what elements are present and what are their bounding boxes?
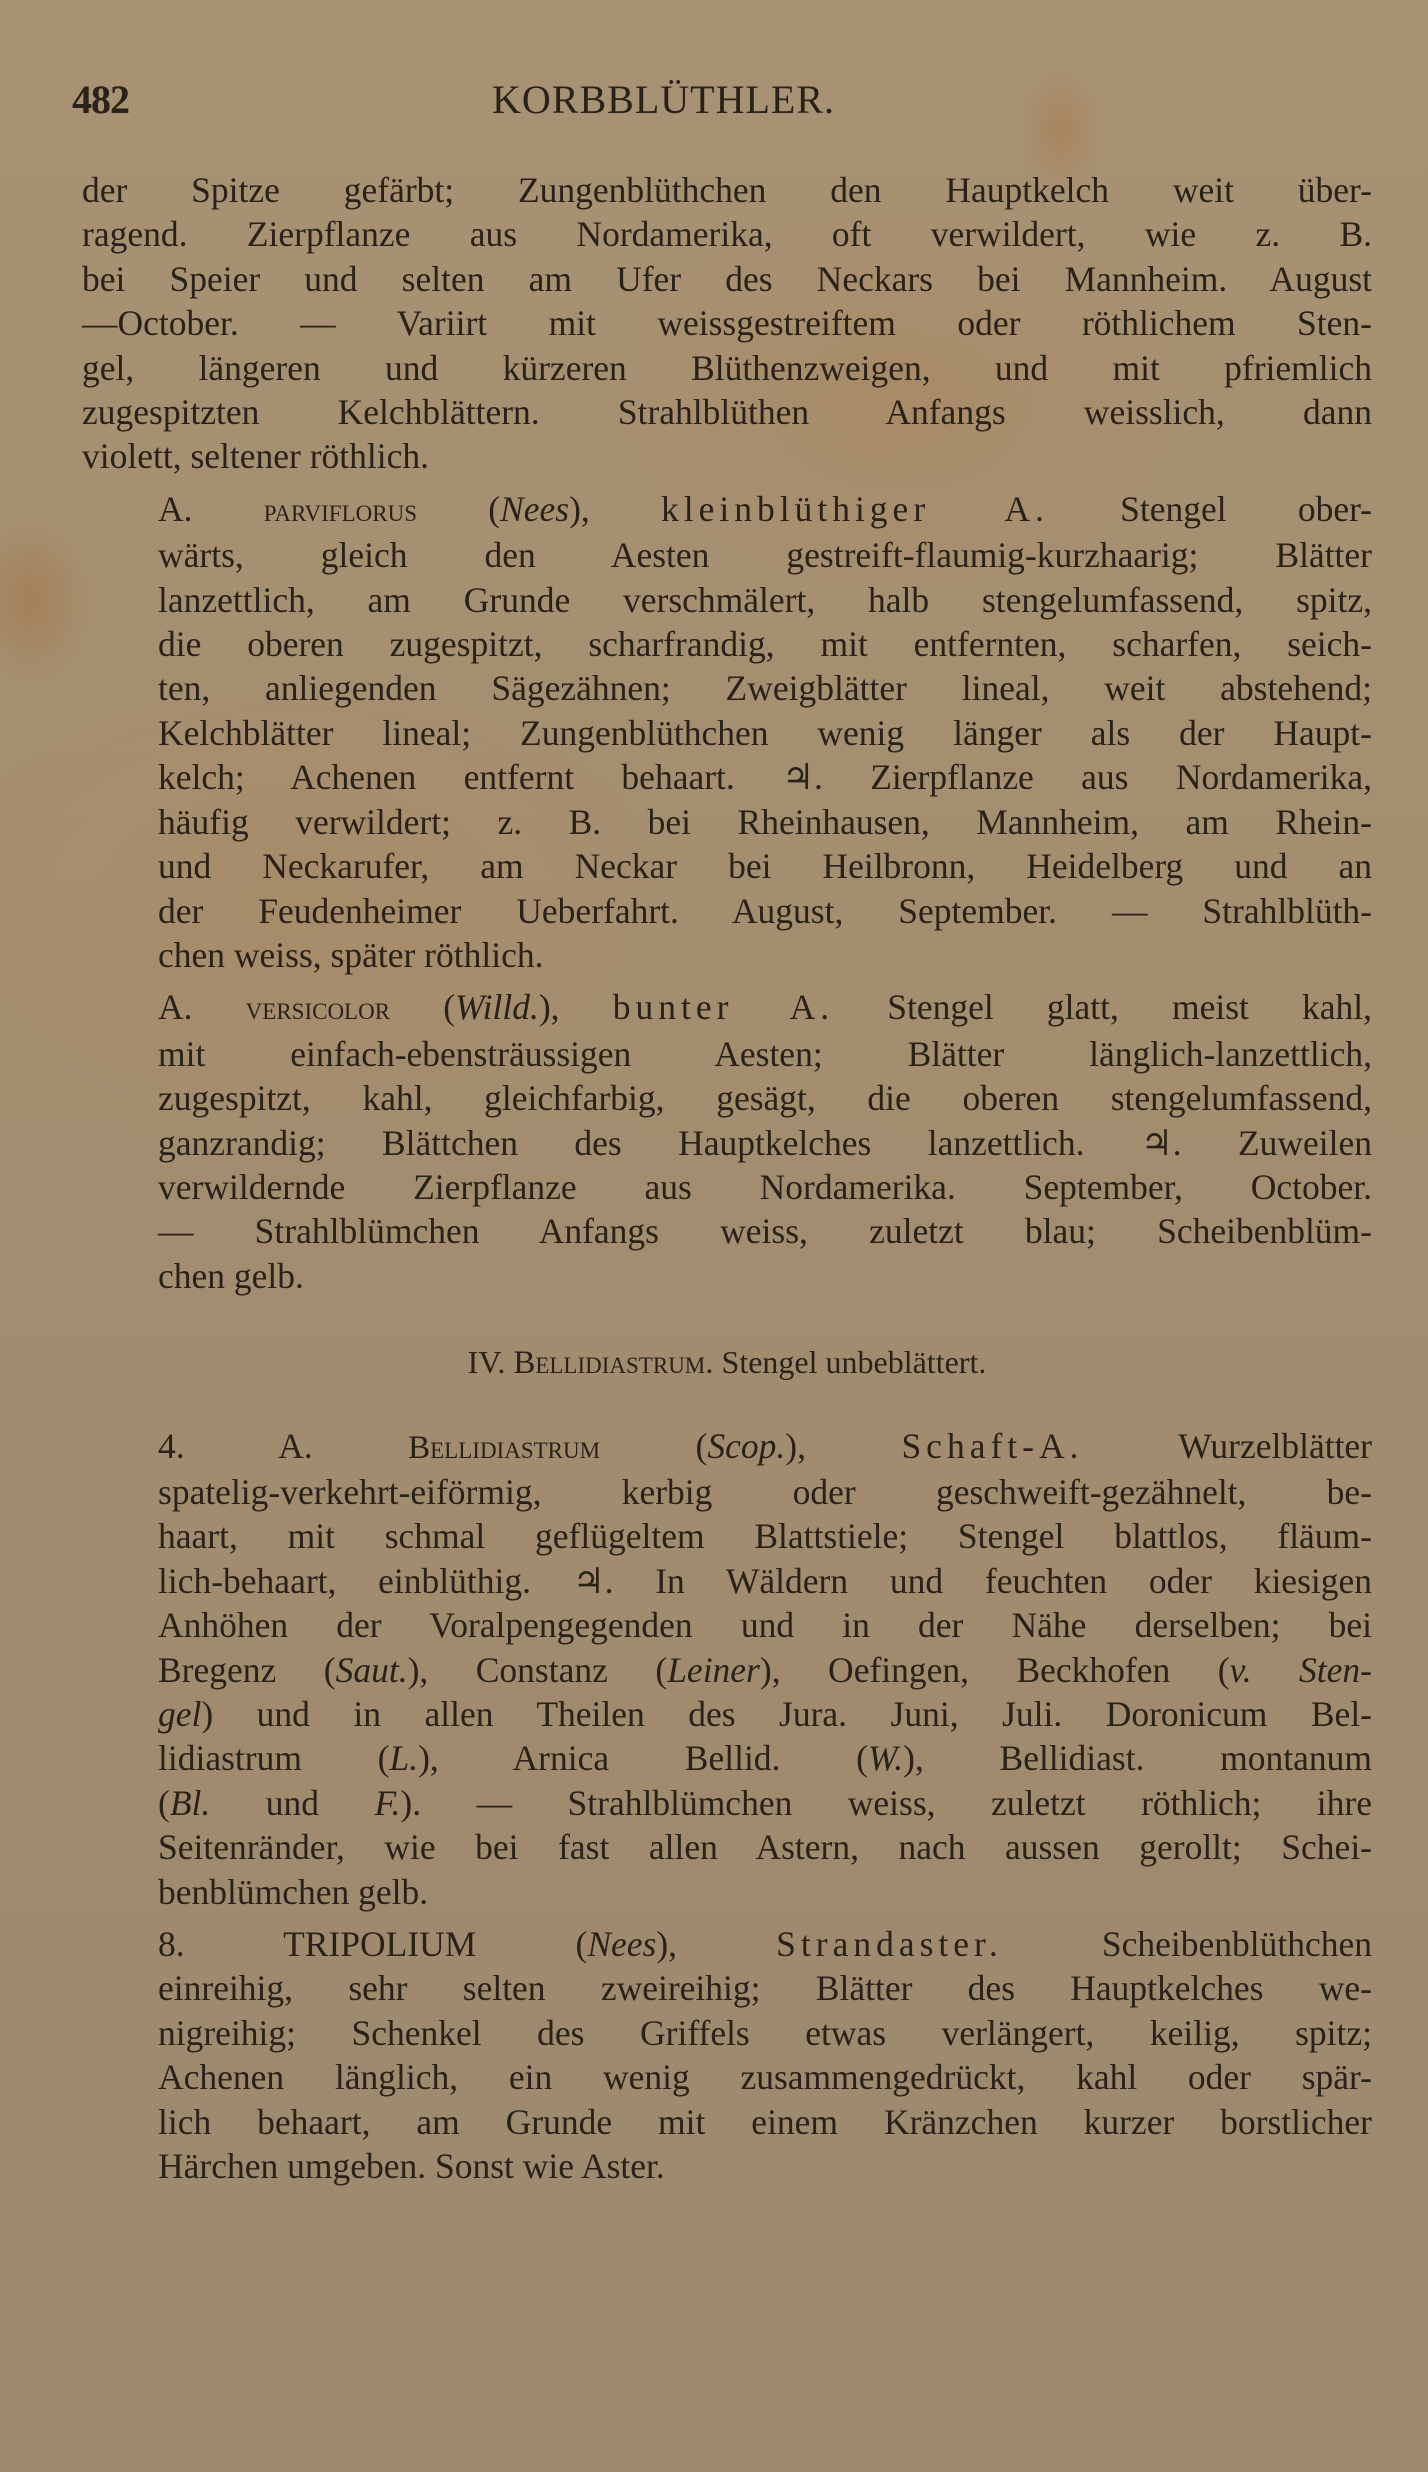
- running-title: KORBBLÜTHLER.: [492, 77, 835, 122]
- entry-number: 4.: [158, 1425, 185, 1466]
- common-name: kleinblüthiger A.: [660, 488, 1049, 529]
- text-line: der Feudenheimer Ueberfahrt. August, September. — Strahlblüth-: [158, 890, 1372, 931]
- text-line: einreihig, sehr selten zweireihig; Blätter des Hauptkelches we-: [158, 1968, 1372, 2009]
- species-name: versicolor: [245, 991, 391, 1028]
- text-line: lich-behaart, einblüthig. ♃. In Wäldern und feuchten oder kiesigen: [158, 1560, 1372, 1601]
- species-entry-bellidiastrum: [82, 1424, 1372, 1914]
- entry-number: 8.: [158, 1924, 185, 1965]
- genus-name: TRIPOLIUM: [283, 1924, 477, 1965]
- text-line: Bregenz (Saut.), Constanz (Leiner), Oefingen, Beckhofen (v. Sten-: [158, 1649, 1372, 1690]
- text-line: chen weiss, später röthlich.: [158, 934, 544, 975]
- text-line: spatelig-verkehrt-eiförmig, kerbig oder geschweift-gezähnelt, be-: [158, 1471, 1372, 1512]
- text-line: zugespitzten Kelchblättern. Strahlblüthen Anfangs weisslich, dann: [82, 392, 1372, 433]
- text-line: ganzrandig; Blättchen des Hauptkelches lanzettlich. ♃. Zuweilen: [158, 1122, 1372, 1163]
- text-line: Scheibenblüthchen: [1101, 1924, 1372, 1965]
- species-entry-parviflorus: [82, 487, 1372, 977]
- text-line: Anhöhen der Voralpengegenden und in der Nähe derselben; bei: [158, 1605, 1372, 1646]
- text-line: lidiastrum (L.), Arnica Bellid. (W.), Bellidiast. montanum: [158, 1738, 1372, 1779]
- author: Nees: [587, 1924, 657, 1965]
- common-name: Strandaster.: [776, 1924, 1003, 1965]
- text-line: wärts, gleich den Aesten gestreift-flaumig-kurzhaarig; Blätter: [158, 535, 1372, 576]
- genus-entry-tripolium: [82, 1922, 1372, 2188]
- text-line: mit einfach-ebensträussigen Aesten; Blätter länglich-lanzettlich,: [158, 1033, 1372, 1074]
- text-line: der Spitze gefärbt; Zungenblüthchen den Hauptkelch weit über-: [82, 170, 1372, 210]
- author: Scop.: [707, 1425, 786, 1466]
- section-numeral: IV.: [467, 1344, 506, 1381]
- text-line: chen gelb.: [158, 1255, 304, 1296]
- genus: A.: [158, 987, 193, 1028]
- text-line: (Bl. und F.). — Strahlblümchen weiss, zuletzt röthlich; ihre: [158, 1782, 1373, 1823]
- page-header: [72, 76, 1356, 126]
- text-line: kelch; Achenen entfernt behaart. ♃. Zierpflanze aus Nordamerika,: [158, 757, 1372, 798]
- author: Willd.: [455, 987, 539, 1028]
- text-line: — Strahlblümchen Anfangs weiss, zuletzt blau; Scheibenblüm-: [158, 1211, 1372, 1252]
- text-line: zugespitzt, kahl, gleichfarbig, gesägt, die oberen stengelumfassend,: [158, 1078, 1372, 1119]
- genus: A.: [278, 1425, 313, 1466]
- species-name: parviflorus: [263, 492, 417, 529]
- text-line: Kelchblätter lineal; Zungenblüthchen wenig länger als der Haupt-: [158, 712, 1372, 753]
- text-line: gel) und in allen Theilen des Jura. Juni, Juli. Doronicum Bel-: [158, 1694, 1372, 1734]
- genus: A.: [158, 488, 193, 529]
- text-line: nigreihig; Schenkel des Griffels etwas verlängert, keilig, spitz;: [158, 2012, 1372, 2053]
- text-line: gel, längeren und kürzeren Blüthenzweigen, und mit pfriemlich: [82, 347, 1372, 388]
- entry-first-line: A. versicolor (Willd.), bunter A. Stengel glatt, meist kahl,: [158, 987, 1373, 1028]
- text-line: die oberen zugespitzt, scharfrandig, mit entfernten, scharfen, seich-: [158, 624, 1372, 665]
- author: Nees: [500, 488, 570, 529]
- paragraph-continuation: [82, 168, 1372, 479]
- text-line: Stengel glatt, meist kahl,: [887, 987, 1373, 1028]
- species-name: Bellidiastrum: [408, 1429, 601, 1466]
- text-line: benblümchen gelb.: [158, 1871, 429, 1912]
- page-number: 482: [72, 77, 129, 122]
- species-entry-versicolor: [82, 985, 1372, 1298]
- text-line: lich behaart, am Grunde mit einem Kränzchen kurzer borstlicher: [158, 2101, 1372, 2142]
- text-line: Stengel ober-: [1120, 488, 1373, 529]
- text-line: Härchen umgeben. Sonst wie Aster.: [158, 2146, 665, 2187]
- text-line: bei Speier und selten am Ufer des Neckars bei Mannheim. August: [82, 258, 1372, 299]
- text-line: ten, anliegenden Sägezähnen; Zweigblätter lineal, weit abstehend;: [158, 668, 1372, 709]
- text-line: ragend. Zierpflanze aus Nordamerika, oft verwildert, wie z. B.: [82, 214, 1372, 255]
- section-name: Bellidiastrum.: [513, 1345, 714, 1382]
- body-text: [82, 168, 1372, 2188]
- text-line: violett, seltener röthlich.: [82, 436, 430, 477]
- text-line: häufig verwildert; z. B. bei Rheinhausen, Mannheim, am Rhein-: [158, 801, 1372, 842]
- text-line: lanzettlich, am Grunde verschmälert, halb stengelumfassend, spitz,: [158, 579, 1372, 620]
- text-line: Seitenränder, wie bei fast allen Astern, nach aussen gerollt; Schei-: [158, 1827, 1372, 1868]
- text-line: haart, mit schmal geflügeltem Blattstiele; Stengel blattlos, fläum-: [158, 1516, 1372, 1557]
- section-description: Stengel unbeblättert.: [721, 1344, 987, 1381]
- text-line: —October. — Variirt mit weissgestreiftem oder röthlichem Sten-: [82, 303, 1372, 344]
- text-line: verwildernde Zierpflanze aus Nordamerika. September, October.: [158, 1166, 1372, 1207]
- text-line: Achenen länglich, ein wenig zusammengedrückt, kahl oder spär-: [158, 2057, 1372, 2098]
- entry-first-line: 8. TRIPOLIUM (Nees), Strandaster. Scheibenblüthchen: [158, 1924, 1372, 1965]
- text-line: und Neckarufer, am Neckar bei Heilbronn, Heidelberg und an: [158, 846, 1372, 887]
- text-line: Wurzelblätter: [1178, 1425, 1373, 1466]
- common-name: Schaft-A.: [901, 1425, 1084, 1466]
- common-name: bunter A.: [612, 987, 835, 1028]
- section-heading: [82, 1340, 1372, 1385]
- entry-first-line: A. parviflorus (Nees), kleinblüthiger A. Stengel ober-: [158, 488, 1373, 529]
- entry-first-line: 4. A. Bellidiastrum (Scop.), Schaft-A. Wurzelblätter: [158, 1425, 1373, 1466]
